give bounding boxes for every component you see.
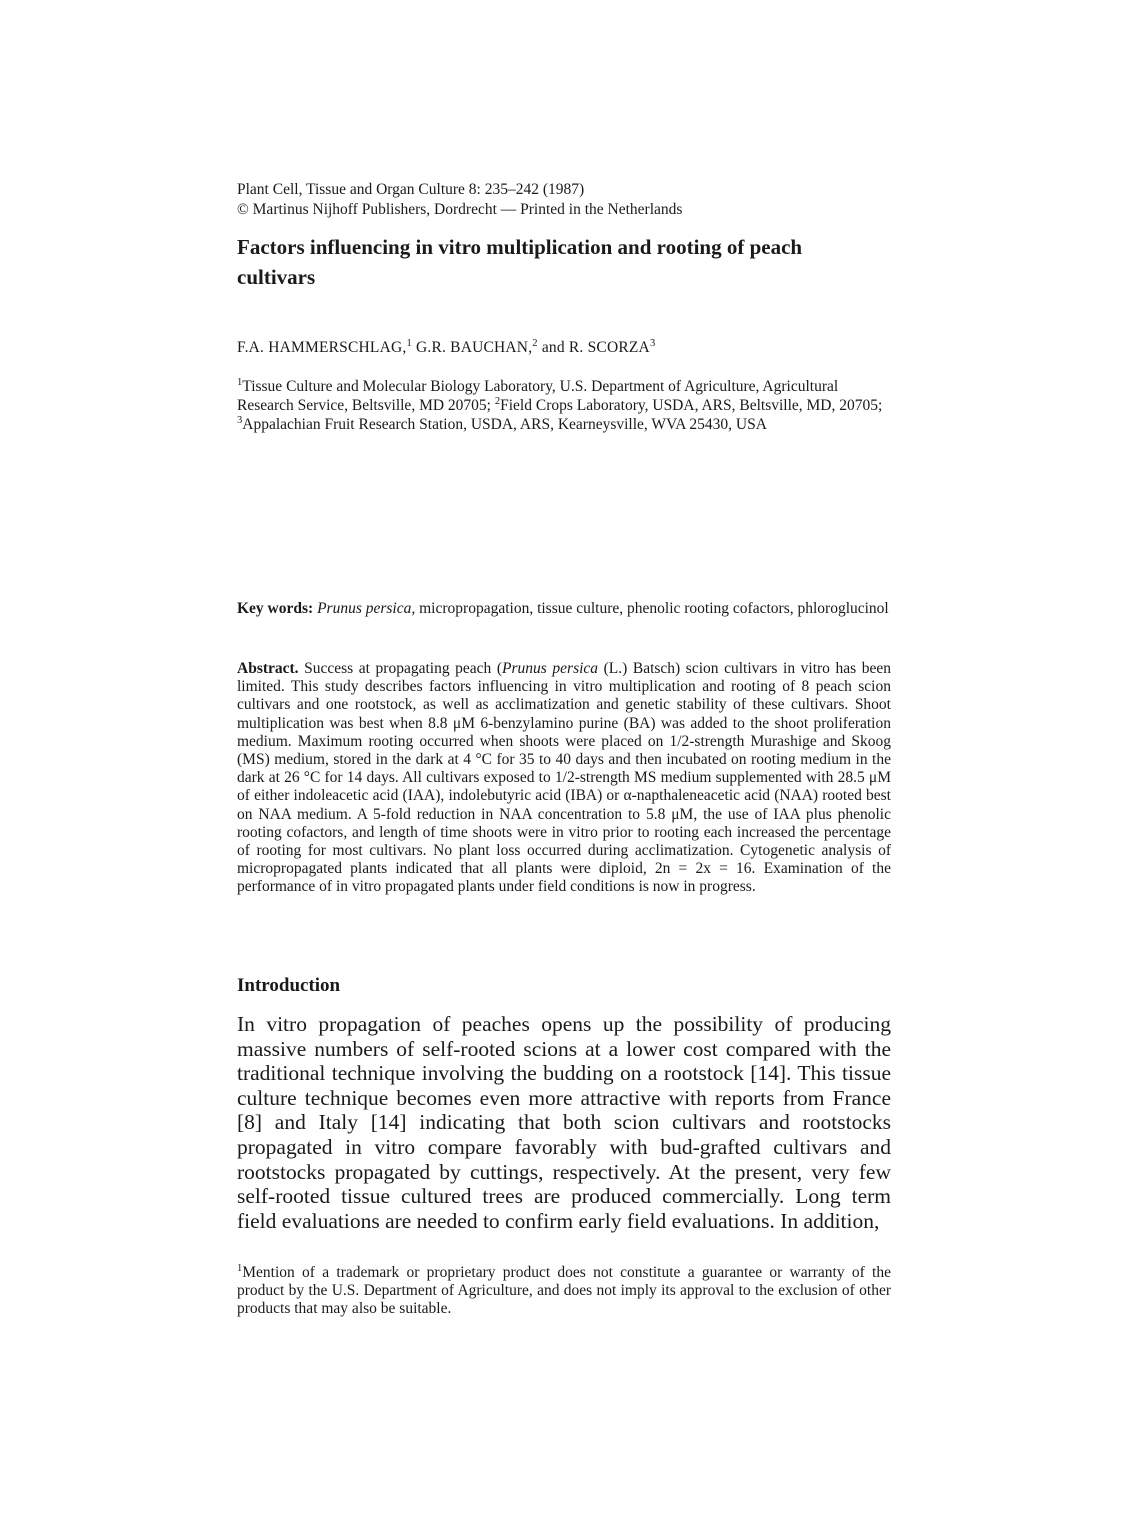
journal-header <box>237 180 891 220</box>
affiliation-mark: 2 <box>494 396 501 408</box>
author-name: F.A. HAMMERSCHLAG, <box>237 339 407 356</box>
keywords-label: Key words: <box>237 600 314 617</box>
author-name: G.R. BAUCHAN, <box>416 339 533 356</box>
author-mark: 3 <box>649 338 656 350</box>
abstract-text: (L.) Batsch) scion cultivars in vitro has been limited. This study describes factors influencing in vitro multiplication and rooting of 8 peach scion cultivars and one rootstock, as well as acclimatization and genetic stability of these cultivars. Shoot multiplication was best when 8.8 μM 6-benzylamino purine (BA) was added to the shoot proliferation medium. Maximum rooting occurred when shoots were placed on 1/2-strength Murashige and Skoog (MS) medium, stored in the dark at 4 °C for 35 to 40 days and then incubated on rooting medium in the dark at 26 °C for 14 days. All cultivars exposed to 1/2-strength MS medium supplemented with 28.5 μM of either indoleacetic acid (IAA), indolebutyric acid (IBA) or α-napthaleneacetic acid (NAA) rooted best on NAA medium. A 5-fold reduction in NAA concentration to 5.8 μM, the use of IAA plus phenolic rooting cofactors, and length of time shoots were in vitro prior to rooting each increased the percentage of rooting for most cultivars. No plant loss occurred during acclimatization. Cytogenetic analysis of micropropagated plants indicated that all plants were diploid, 2n = 2x = 16. Examination of the performance of in vitro propagated plants under field conditions is now in progress. <box>237 660 892 896</box>
introduction-heading: Introduction <box>237 975 341 996</box>
author-name: R. SCORZA <box>568 339 650 356</box>
journal-citation: Plant Cell, Tissue and Organ Culture 8: 235–242 (1987) <box>237 181 585 198</box>
author-list <box>237 338 891 358</box>
affiliation-text: Tissue Culture and Molecular Biology Laboratory, U.S. Department of Agriculture, Agricultural Research Service, Beltsville, MD 20705; <box>237 378 839 414</box>
footnote-text: Mention of a trademark or proprietary product does not constitute a guarantee or warranty of the product by the U.S. Department of Agriculture, and does not imply its approval to the exclusion of other products that may also be suitable. <box>237 1264 891 1317</box>
keywords-rest: micropropagation, tissue culture, phenolic rooting cofactors, phloroglucinol <box>415 600 889 617</box>
abstract <box>237 660 891 897</box>
abstract-species: Prunus persica <box>502 660 599 677</box>
affiliation-text: Field Crops Laboratory, USDA, ARS, Beltsville, MD, 20705; <box>500 397 883 414</box>
journal-publisher: © Martinus Nijhoff Publishers, Dordrecht — Printed in the Netherlands <box>237 201 683 218</box>
paper-title: Factors influencing in vitro multiplication and rooting of peach cultivars <box>237 235 803 289</box>
author-mark: 2 <box>532 338 538 350</box>
abstract-text: Success at propagating peach ( <box>298 660 503 677</box>
keywords <box>237 599 891 618</box>
affiliation-mark: 3 <box>237 415 243 427</box>
footnote <box>237 1264 891 1318</box>
author-mark: 1 <box>406 338 412 350</box>
affiliations <box>237 377 891 434</box>
keywords-species: Prunus persica, <box>317 600 416 617</box>
footnote-mark: 1 <box>237 1263 243 1275</box>
author-separator: and <box>537 339 569 356</box>
affiliation-text: Appalachian Fruit Research Station, USDA, ARS, Kearneysville, WVA 25430, USA <box>242 416 767 433</box>
abstract-label: Abstract. <box>237 660 299 677</box>
affiliation-mark: 1 <box>237 377 243 389</box>
introduction-body: In vitro propagation of peaches opens up the possibility of producing massive numbers of self-rooted scions at a lower cost compared with the traditional technique involving the budding on a rootstock [14]. This tissue culture technique becomes even more attractive with reports from France [8] and Italy [14] indicating that both scion cultivars and rootstocks propagated in vitro compare favorably with bud-grafted cultivars and rootstocks propagated by cuttings, respectively. At the present, very few self-rooted tissue cultured trees are produced commercially. Long term field evaluations are needed to confirm early field evaluations. In addition, <box>237 1012 891 1233</box>
